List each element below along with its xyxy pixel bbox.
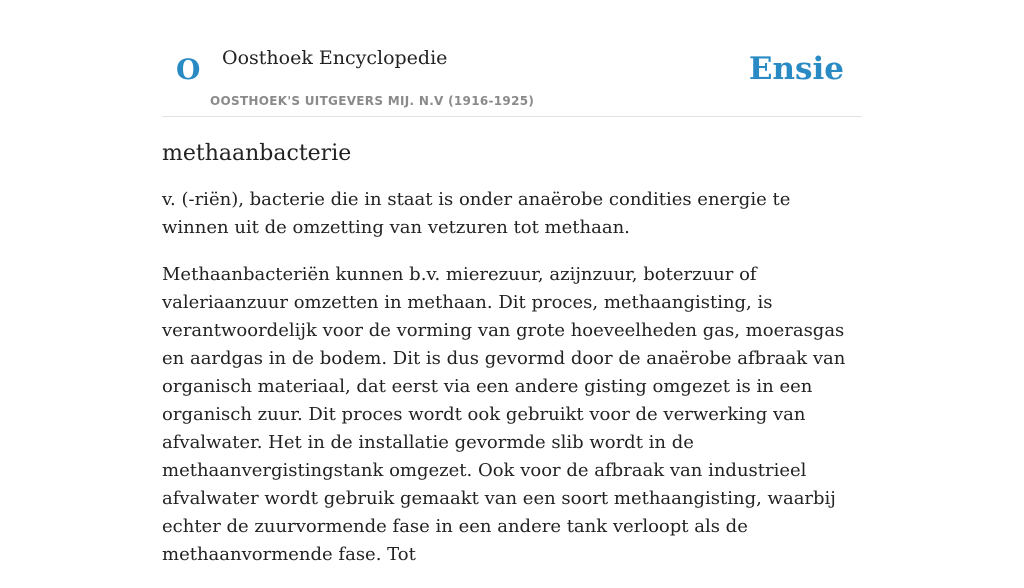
source-logo-icon: O [176,53,201,86]
source-title-link[interactable]: Oosthoek Encyclopedie [222,47,448,69]
entry-title: methaanbacterie [162,141,352,166]
entry-content [162,136,862,588]
entry-paragraph: v. (-riën), bacterie die in staat is onder anaërobe condities energie te winnen uit de omzetting van vetzuren tot methaan. [162,189,791,238]
entry-paragraph: Methaanbacteriën kunnen b.v. mierezuur, azijnzuur, boterzuur of valeriaanzuur omzetten in methaan. Dit proces, methaangisting, is verantwoordelijk voor de vorming van grote hoeveelheden gas, moerasgas en aardgas in de bodem. Dit is dus gevormd door de anaërobe afbraak van organisch materiaal, dat eerst via een andere gisting omgezet is in een organisch zuur. Dit proces wordt ook gebruikt voor de verwerking van afvalwater. Het in de installatie gevormde slib wordt in de methaanvergistingstank omgezet. Ook voor de afbraak van industrieel afvalwater wordt gebruik gemaakt van een soort methaangisting, waarbij echter de zuurvormende fase in een andere tank verloopt als de methaanvormende fase. Tot [162,264,846,565]
source-header [162,0,862,117]
ensie-brand-link[interactable]: Ensie [748,51,844,87]
source-subtitle: OOSTHOEK'S UITGEVERS MIJ. N.V (1916-1925) [210,94,535,108]
